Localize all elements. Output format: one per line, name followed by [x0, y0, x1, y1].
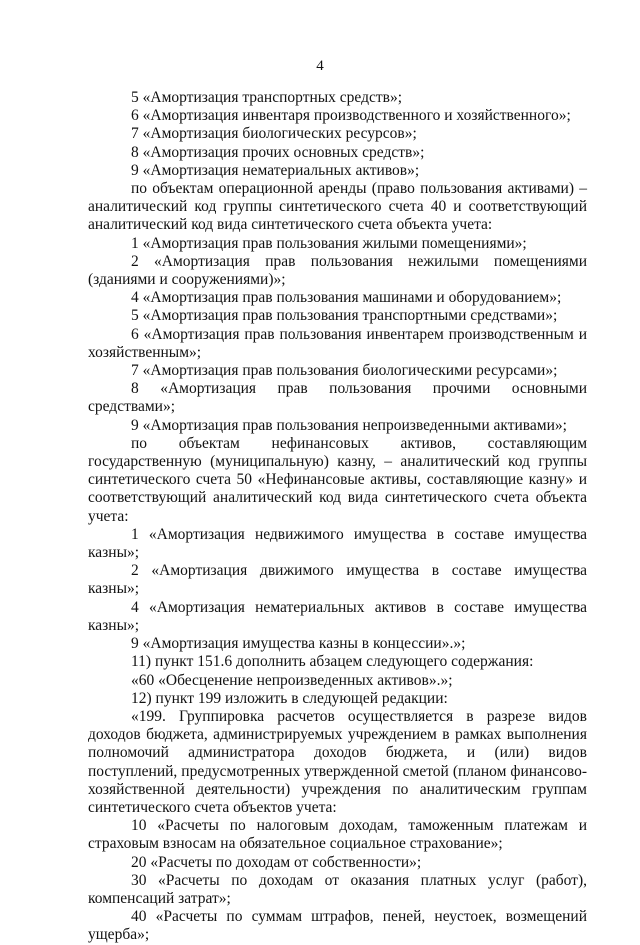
paragraph: 20 «Расчеты по доходам от собственности»; — [131, 853, 422, 871]
paragraph: «199. Группировка расчетов осуществляется в разрезе видов доходов бюджета, администрируемых учреждением в рамках выполнения полномочий администратора доходов бюджета, и (или) видов поступлений, предусмотренных утвержденной сметой (планом финансово-хозяйственной деятельности) учреждения по аналитическим группам синтетического счета объектов учета: — [88, 707, 587, 816]
page-number: 4 — [316, 58, 324, 74]
paragraph: 9 «Амортизация нематериальных активов»; — [131, 161, 420, 179]
paragraph: 30 «Расчеты по доходам от оказания платных услуг (работ), компенсаций затрат»; — [88, 871, 587, 907]
paragraph: 7 «Амортизация прав пользования биологическими ресурсами»; — [131, 362, 558, 380]
paragraph: 4 «Амортизация нематериальных активов в составе имущества казны»; — [88, 598, 587, 634]
paragraph: 1 «Амортизация недвижимого имущества в составе имущества казны»; — [88, 525, 587, 562]
paragraph: 4 «Амортизация прав пользования машинами и оборудованием»; — [131, 289, 562, 307]
paragraph: 11) пункт 151.6 дополнить абзацем следующего содержания: — [131, 653, 534, 671]
paragraph: по объектам операционной аренды (право пользования активами) – аналитический код группы синтетического счета 40 и соответствующий аналитический код вида синтетического счета объекта учета: — [88, 180, 587, 234]
paragraph: 1 «Амортизация прав пользования жилыми помещениями»; — [131, 234, 527, 252]
paragraph: 12) пункт 199 изложить в следующей редакции: — [131, 689, 448, 707]
paragraph: 9 «Амортизация прав пользования непроизведенными активами»; — [131, 416, 567, 434]
paragraph: 10 «Расчеты по налоговым доходам, таможенным платежам и страховым взносам на обязательное социальное страхование»; — [88, 817, 587, 853]
paragraph: 8 «Амортизация прочих основных средств»; — [131, 143, 425, 161]
paragraph: 7 «Амортизация биологических ресурсов»; — [131, 125, 417, 143]
paragraph: 6 «Амортизация инвентаря производственного и хозяйственного»; — [131, 107, 571, 125]
paragraph: по объектам нефинансовых активов, составляющим государственную (муниципальную) казну, – аналитический код группы синтетического счета 50 «Нефинансовые активы, составляющие казну» и соответствующий аналитический код вида синтетического счета объекта учета: — [88, 434, 587, 525]
paragraph: 2 «Амортизация прав пользования нежилыми помещениями (зданиями и сооружениями)»; — [88, 252, 587, 289]
paragraph: 5 «Амортизация прав пользования транспортными средствами»; — [131, 307, 558, 325]
paragraph: 2 «Амортизация движимого имущества в составе имущества казны»; — [88, 562, 587, 598]
paragraph: 5 «Амортизация транспортных средств»; — [131, 89, 403, 106]
paragraph: «60 «Обесценение непроизведенных активов».»; — [131, 671, 453, 689]
paragraph: 6 «Амортизация прав пользования инвентарем производственным и хозяйственным»; — [88, 325, 587, 361]
document-body — [88, 89, 587, 945]
paragraph: 9 «Амортизация имущества казны в концессии».»; — [131, 635, 466, 653]
paragraph: 8 «Амортизация прав пользования прочими основными средствами»; — [88, 380, 587, 416]
paragraph: 40 «Расчеты по суммам штрафов, пеней, неустоек, возмещений ущерба»; — [88, 908, 587, 944]
